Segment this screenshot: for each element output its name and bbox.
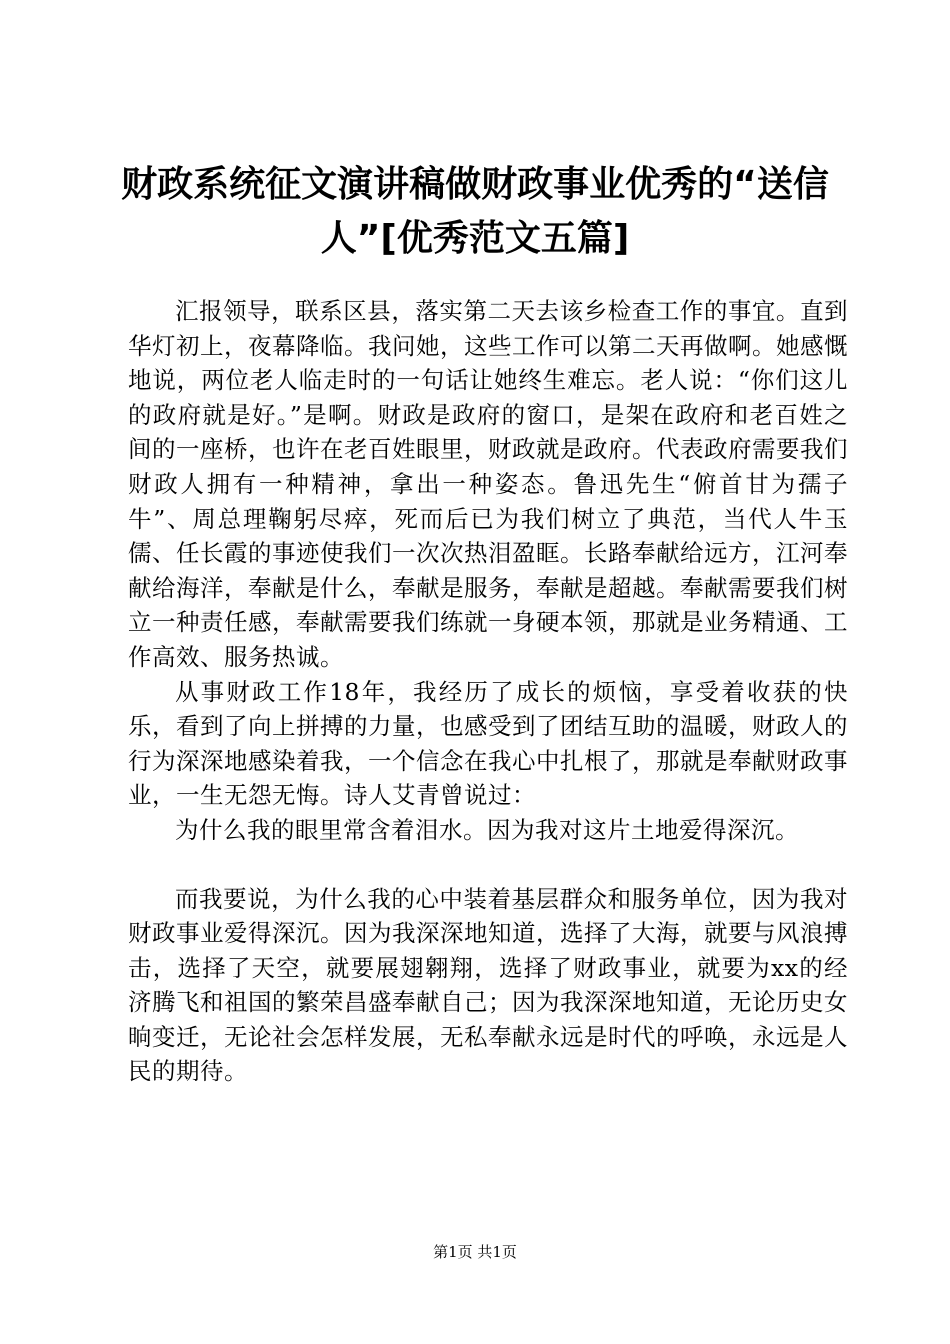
page-footer: 第1页 共1页 — [433, 1243, 517, 1261]
document-body — [128, 294, 848, 1089]
paragraph-4: 而我要说，为什么我的心中装着基层群众和服务单位，因为我对财政事业爱得深沉。因为我深深地知道，选择了大海，就要与风浪搏击，选择了天空，就要展翅翱翔，选择了财政事业，就要为xx的经济腾飞和祖国的繁荣昌盛奉献自己；因为我深深地知道，无论历史女晌变迁，无论社会怎样发展，无私奉献永远是时代的呼唤，永远是人民的期待。 — [128, 884, 848, 1086]
paragraph-1: 汇报领导，联系区县，落实第二天去该乡检查工作的事宜。直到华灯初上，夜幕降临。我问她，这些工作可以第二天再做啊。她感慨地说，两位老人临走时的一句话让她终生难忘。老人说：“你们这儿的政府就是好。”是啊。财政是政府的窗口，是架在政府和老百姓之间的一座桥，也许在老百姓眼里，财政就是政府。代表政府需要我们财政人拥有一种精神，拿出一种姿态。鲁迅先生“俯首甘为孺子牛”、周总理鞠躬尽瘁，死而后已为我们树立了典范，当代人牛玉儒、任长霞的事迹使我们一次次热泪盈眶。长路奉献给远方，江河奉献给海洋，奉献是什么，奉献是服务，奉献是超越。奉献需要我们树立一种责任感，奉献需要我们练就一身硬本领，那就是业务精通、工作高效、服务热诚。 — [128, 297, 848, 671]
document-title: 财政系统征文演讲稿做财政事业优秀的“送信人”[优秀范文五篇] — [121, 164, 829, 259]
paragraph-spacer — [128, 848, 848, 882]
paragraph-3-quote: 为什么我的眼里常含着泪水。因为我对这片土地爱得深沉。 — [175, 815, 799, 844]
paragraph-2: 从事财政工作18年，我经历了成长的烦恼，享受着收获的快乐，看到了向上拼搏的力量，也感受到了团结互助的温暖，财政人的行为深深地感染着我，一个信念在我心中扎根了，那就是奉献财政事业，一生无怨无悔。诗人艾青曾说过： — [128, 677, 848, 810]
